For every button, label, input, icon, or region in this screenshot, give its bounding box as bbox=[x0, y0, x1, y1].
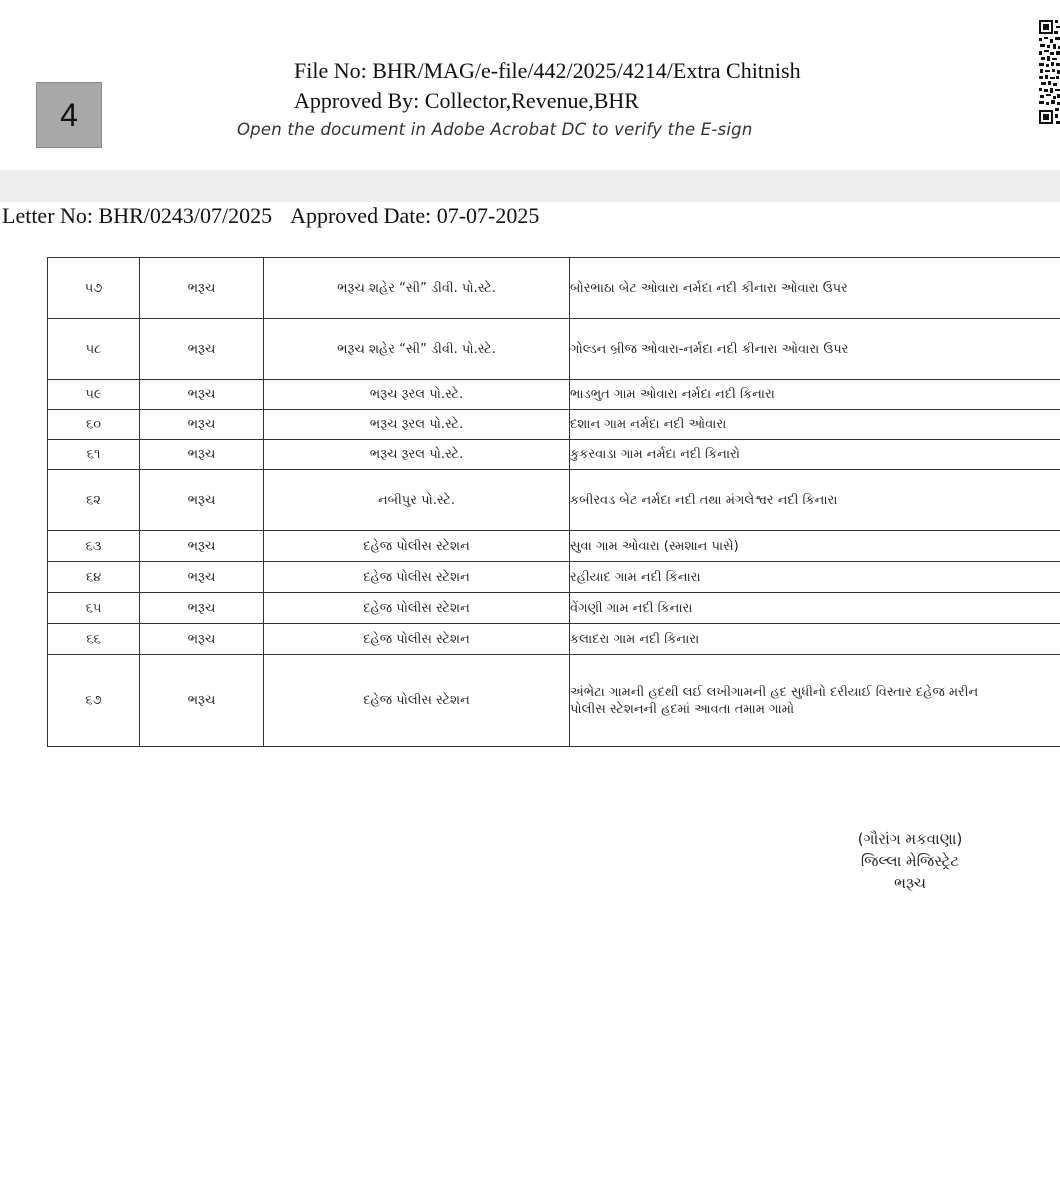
police-station-cell: દહેજ પોલીસ સ્ટેશન bbox=[264, 562, 570, 593]
district-cell: ભરૂચ bbox=[140, 380, 264, 410]
district-cell: ભરૂચ bbox=[140, 593, 264, 624]
row-number: ૫૯ bbox=[48, 380, 140, 410]
row-number: ૬૩ bbox=[48, 531, 140, 562]
table-row bbox=[48, 380, 1060, 410]
place-cell: રહીયાદ ગામ નદી કિનારા bbox=[570, 562, 1060, 593]
police-station-cell: ભરૂચ શહેર “સી” ડીવી. પો.સ્ટે. bbox=[264, 319, 570, 380]
table-row bbox=[48, 531, 1060, 562]
police-station-cell: દહેજ પોલીસ સ્ટેશન bbox=[264, 624, 570, 655]
signature-block bbox=[800, 828, 1020, 894]
row-number: ૬૭ bbox=[48, 655, 140, 747]
place-cell: કલાદરા ગામ નદી કિનારા bbox=[570, 624, 1060, 655]
police-station-cell: દહેજ પોલીસ સ્ટેશન bbox=[264, 655, 570, 747]
letter-info-line bbox=[2, 203, 539, 229]
esign-verify-note: Open the document in Adobe Acrobat DC to verify the E-sign bbox=[237, 120, 753, 139]
police-station-cell: દહેજ પોલીસ સ્ટેશન bbox=[264, 531, 570, 562]
file-number: File No: BHR/MAG/e-file/442/2025/4214/Extra Chitnish bbox=[294, 58, 801, 83]
district-cell: ભરૂચ bbox=[140, 319, 264, 380]
table-row bbox=[48, 655, 1060, 747]
signatory-name: (ગૌરાંગ મકવાણા) bbox=[857, 830, 963, 848]
table-row bbox=[48, 593, 1060, 624]
police-station-cell: ભરૂચ રૂરલ પો.સ્ટે. bbox=[264, 380, 570, 410]
district-cell: ભરૂચ bbox=[140, 258, 264, 319]
police-station-cell: નબીપુર પો.સ્ટે. bbox=[264, 470, 570, 531]
place-cell: ગોલ્ડન બ્રીજ ઓવારા-નર્મદા નદી કીનારા ઓવારા ઉપર bbox=[570, 319, 1060, 380]
place-cell: ભાડભુત ગામ ઓવારા નર્મદા નદી કિનારા bbox=[570, 380, 1060, 410]
table-row bbox=[48, 440, 1060, 470]
table-row bbox=[48, 470, 1060, 531]
place-line: પોલીસ સ્ટેશનની હદમાં આવતા તમામ ગામો bbox=[570, 701, 795, 717]
place-cell: કબીરવડ બેટ નર્મદા નદી તથા મંગલેશ્વર નદી કિનારા bbox=[570, 470, 1060, 531]
table-row bbox=[48, 410, 1060, 440]
table-row bbox=[48, 319, 1060, 380]
row-number: ૫૭ bbox=[48, 258, 140, 319]
district-cell: ભરૂચ bbox=[140, 562, 264, 593]
place-cell: બોરભાઠા બેટ ઓવારા નર્મદા નદી કીનારા ઓવારા ઉપર bbox=[570, 258, 1060, 319]
district-cell: ભરૂચ bbox=[140, 440, 264, 470]
police-station-cell: દહેજ પોલીસ સ્ટેશન bbox=[264, 593, 570, 624]
records-table bbox=[47, 257, 1060, 747]
police-station-cell: ભરૂચ શહેર “સી” ડીવી. પો.સ્ટે. bbox=[264, 258, 570, 319]
police-station-cell: ભરૂચ રૂરલ પો.સ્ટે. bbox=[264, 440, 570, 470]
district-cell: ભરૂચ bbox=[140, 410, 264, 440]
row-number: ૬૪ bbox=[48, 562, 140, 593]
district-cell: ભરૂચ bbox=[140, 655, 264, 747]
qr-code-graphic bbox=[1038, 18, 1060, 128]
table-row bbox=[48, 562, 1060, 593]
letter-number: Letter No: BHR/0243/07/2025 bbox=[2, 203, 273, 228]
approved-by: Approved By: Collector,Revenue,BHR bbox=[294, 88, 639, 113]
row-number: ૬૧ bbox=[48, 440, 140, 470]
table-row bbox=[48, 624, 1060, 655]
header-separator-band bbox=[0, 170, 1060, 202]
police-station-cell: ભરૂચ રૂરલ પો.સ્ટે. bbox=[264, 410, 570, 440]
row-number: ૬૫ bbox=[48, 593, 140, 624]
place-cell bbox=[570, 655, 1060, 747]
place-cell: વેંગણી ગામ નદી કિનારા bbox=[570, 593, 1060, 624]
row-number: ૬૨ bbox=[48, 470, 140, 531]
row-number: ૫૮ bbox=[48, 319, 140, 380]
page-number-badge: 4 bbox=[36, 82, 102, 148]
place-cell: કુકરવાડા ગામ નર્મદા નદી કિનારો bbox=[570, 440, 1060, 470]
place-cell: સુવા ગામ ઓવારા (સ્મશાન પાસે) bbox=[570, 531, 1060, 562]
place-line: અંભેટા ગામની હદથી લઈ લખીગામની હદ સુધીનો દરીયાઈ વિસ્તાર દહેજ મરીન bbox=[570, 684, 979, 700]
row-number: ૬૦ bbox=[48, 410, 140, 440]
place-cell: દશાન ગામ નર્મદા નદી ઓવારા bbox=[570, 410, 1060, 440]
qr-code-icon bbox=[1038, 18, 1060, 128]
district-cell: ભરૂચ bbox=[140, 624, 264, 655]
district-cell: ભરૂચ bbox=[140, 531, 264, 562]
signatory-title: જિલ્લા મેજિસ્ટ્રેટ bbox=[860, 852, 960, 870]
approved-date: Approved Date: 07-07-2025 bbox=[290, 203, 540, 228]
table-row bbox=[48, 258, 1060, 319]
row-number: ૬૬ bbox=[48, 624, 140, 655]
signatory-place: ભરૂચ bbox=[894, 874, 926, 892]
district-cell: ભરૂચ bbox=[140, 470, 264, 531]
